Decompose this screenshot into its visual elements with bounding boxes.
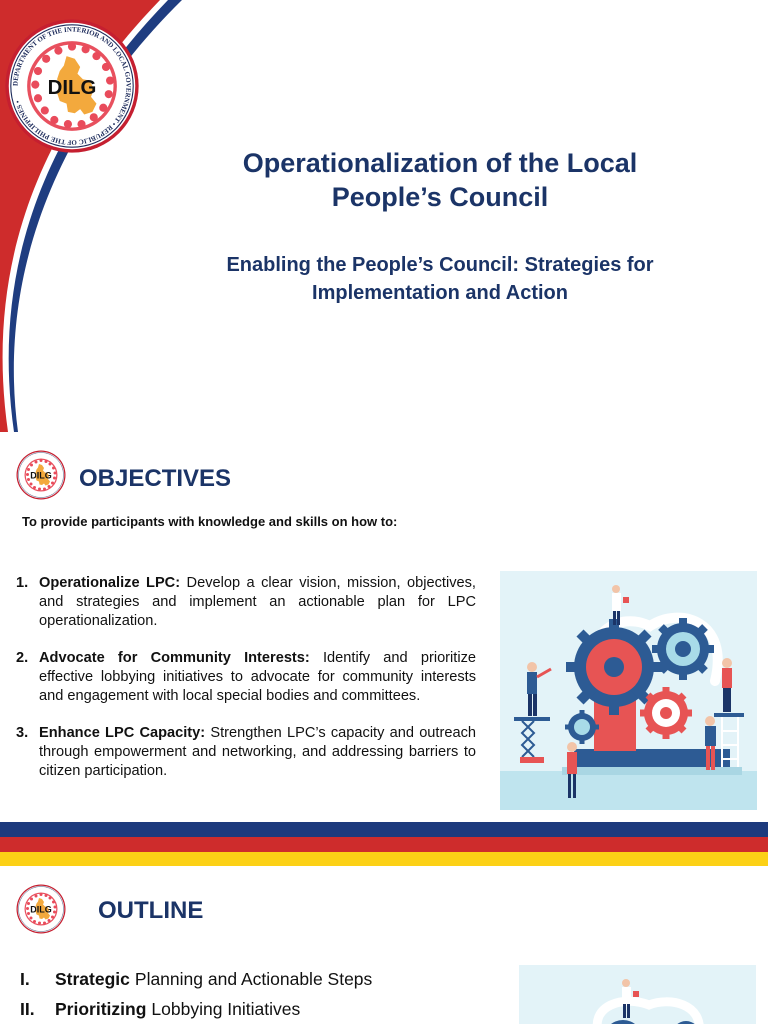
item-text	[39, 649, 476, 706]
yellow-stripe	[0, 852, 768, 866]
dilg-logo	[4, 18, 140, 154]
svg-text:DEPARTMENT OF THE INTERIOR AND: DEPARTMENT OF THE INTERIOR AND LOCAL GOVERNMENT • REPUBLIC OF THE PHILIPPINES •	[12, 26, 132, 146]
svg-text:DILG: DILG	[30, 470, 52, 481]
title-slide	[0, 0, 768, 432]
dilg-seal-icon	[16, 450, 66, 500]
gears-teamwork-illustration	[519, 965, 756, 1024]
blue-stripe	[0, 822, 768, 837]
gears-teamwork-illustration	[500, 571, 757, 810]
svg-text:DILG: DILG	[30, 904, 52, 915]
list-item	[16, 649, 476, 706]
item-number: I.	[20, 969, 30, 989]
dilg-logo-small	[16, 450, 66, 500]
red-stripe	[0, 837, 768, 852]
outline-slide	[0, 866, 768, 1024]
item-label: Operationalize LPC:	[39, 575, 181, 591]
item-text	[39, 574, 476, 631]
item-label: Strategic	[55, 969, 130, 989]
gears-illustration-icon	[519, 965, 756, 1024]
item-description: Identify and prioritize effective lobbying initiatives to advocate for community interests and engagement with local special bodies and committees.	[39, 650, 476, 704]
presentation-subtitle: Enabling the People’s Council: Strategies for Implementation and Action	[226, 254, 654, 304]
item-number: 2.	[16, 650, 29, 666]
dilg-seal-icon	[16, 884, 66, 934]
flag-stripes	[0, 822, 768, 866]
item-text	[39, 724, 476, 781]
outline-heading: OUTLINE	[98, 897, 204, 924]
item-description: Develop a clear vision, mission, objectives, and strategies and implement an actionable plan for LPC operationalization.	[39, 575, 476, 629]
list-item	[16, 724, 476, 781]
objectives-list	[16, 574, 476, 799]
item-label: Prioritizing	[55, 999, 147, 1019]
item-description: Strengthen LPC’s capacity and outreach through empowerment and networking, and addressing barriers to citizen participation.	[39, 725, 476, 779]
item-description: Planning and Actionable Steps	[134, 969, 373, 989]
item-number: 1.	[16, 575, 29, 591]
dilg-seal-icon	[4, 18, 140, 154]
item-number: 3.	[16, 725, 29, 741]
dilg-logo-small	[16, 884, 66, 934]
list-item	[20, 964, 372, 994]
objectives-heading: OBJECTIVES	[79, 465, 232, 492]
item-label: Enhance LPC Capacity:	[39, 725, 206, 741]
presentation-title: Operationalization of the Local People’s Council	[242, 148, 638, 212]
item-number: II.	[20, 999, 35, 1019]
list-item	[20, 994, 372, 1024]
item-description: Lobbying Initiatives	[151, 999, 301, 1019]
objectives-intro: To provide participants with knowledge and skills on how to:	[22, 514, 398, 529]
list-item	[16, 574, 476, 631]
outline-list	[20, 964, 372, 1024]
objectives-slide	[0, 432, 768, 824]
svg-text:DILG: DILG	[47, 77, 97, 100]
gears-illustration-icon	[500, 571, 757, 810]
item-label: Advocate for Community Interests:	[39, 650, 310, 666]
